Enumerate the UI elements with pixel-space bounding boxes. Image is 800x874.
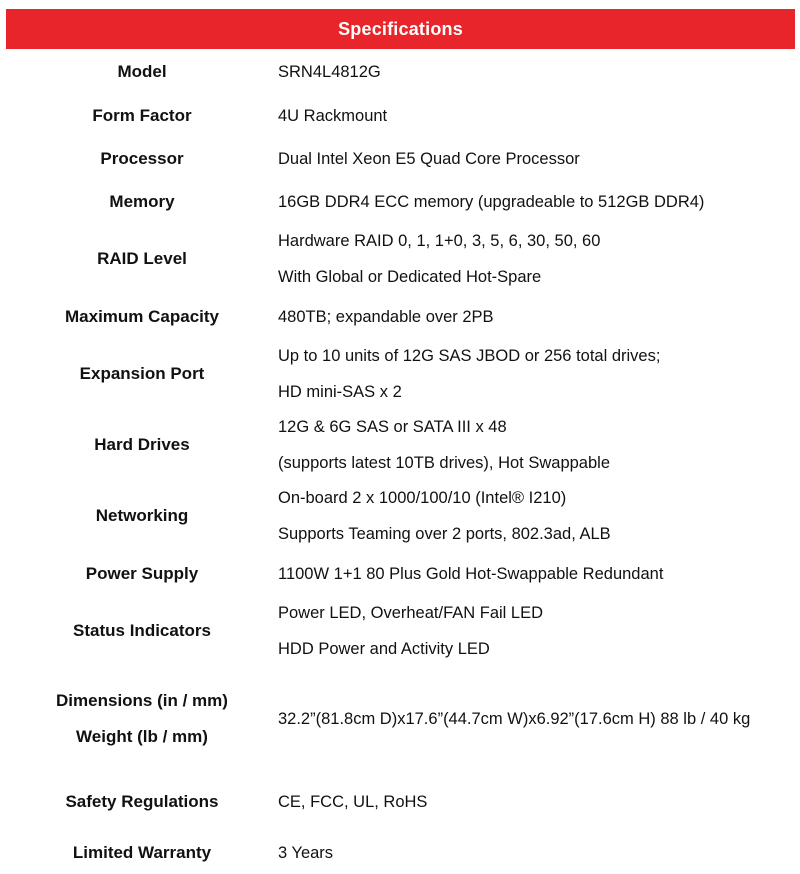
spec-row-memory <box>6 180 795 223</box>
spec-row-safety-regulations <box>6 771 795 832</box>
spec-label: Hard Drives <box>94 434 190 454</box>
spec-row-maximum-capacity <box>6 295 795 338</box>
spec-row-power-supply <box>6 552 795 595</box>
spec-label: Networking <box>95 506 189 525</box>
spec-value: 1100W 1+1 80 Plus Gold Hot-Swappable Redundant <box>278 564 664 583</box>
spec-value: 480TB; expandable over 2PB <box>278 307 494 326</box>
specifications-header <box>6 9 795 49</box>
spec-row-status-indicators <box>6 595 795 667</box>
spec-label: Dimensions (in / mm) Weight (lb / mm) <box>56 691 228 746</box>
spec-value: Up to 10 units of 12G SAS JBOD or 256 total drives; HD mini-SAS x 2 <box>278 346 661 401</box>
spec-value: CE, FCC, UL, RoHS <box>278 792 428 811</box>
spec-table <box>6 49 795 874</box>
page-title: Specifications <box>338 18 463 39</box>
spec-value: 4U Rackmount <box>278 106 388 125</box>
spec-label: Model <box>117 61 167 81</box>
spec-row-limited-warranty <box>6 832 795 874</box>
spec-row-networking <box>6 480 795 552</box>
spec-value: 32.2”(81.8cm D)x17.6”(44.7cm W)x6.92”(17.6cm H) 88 lb / 40 kg <box>278 710 751 728</box>
spec-value: 16GB DDR4 ECC memory (upgradeable to 512GB DDR4) <box>278 192 705 211</box>
spec-row-processor <box>6 137 795 180</box>
spec-row-form-factor <box>6 94 795 137</box>
spec-value: 12G & 6G SAS or SATA III x 48 (supports latest 10TB drives), Hot Swappable <box>278 417 610 472</box>
spec-row-hard-drives <box>6 409 795 480</box>
spec-label: RAID Level <box>97 249 187 268</box>
spec-label: Limited Warranty <box>72 843 212 862</box>
spec-label: Memory <box>109 191 175 211</box>
spec-row-expansion-port <box>6 338 795 409</box>
spec-label: Form Factor <box>92 105 192 125</box>
spec-label: Power Supply <box>85 563 199 583</box>
spec-label: Expansion Port <box>79 363 205 383</box>
spec-value: SRN4L4812G <box>278 62 381 81</box>
spec-value: On-board 2 x 1000/100/10 (Intel® I210) Supports Teaming over 2 ports, 802.3ad, ALB <box>278 489 611 543</box>
spec-label: Status Indicators <box>73 621 211 640</box>
spec-value: Hardware RAID 0, 1, 1+0, 3, 5, 6, 30, 50, 60 With Global or Dedicated Hot-Spare <box>278 232 601 286</box>
spec-label: Safety Regulations <box>65 791 219 811</box>
spec-row-model <box>6 49 795 94</box>
spec-row-dimensions-weight <box>6 667 795 771</box>
spec-label: Maximum Capacity <box>65 306 219 326</box>
spec-value: Power LED, Overheat/FAN Fail LED HDD Power and Activity LED <box>278 604 544 658</box>
spec-row-raid-level <box>6 223 795 295</box>
spec-value: 3 Years <box>278 844 334 862</box>
spec-value: Dual Intel Xeon E5 Quad Core Processor <box>278 149 580 168</box>
spec-label: Processor <box>100 148 184 168</box>
